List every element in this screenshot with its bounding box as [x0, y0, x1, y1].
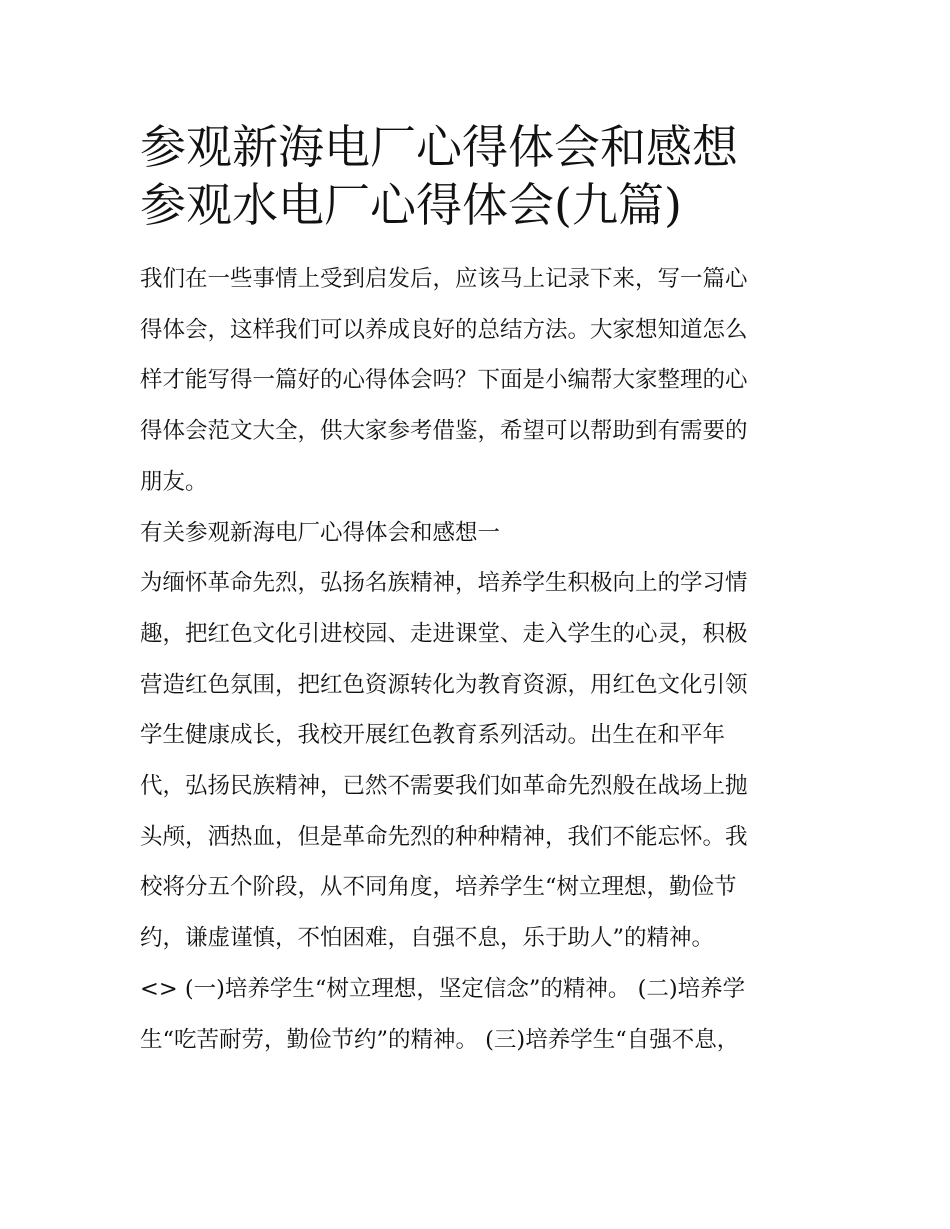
text-line: 得体会范文大全，供大家参考借鉴，希望可以帮助到有需要的	[140, 418, 748, 445]
text-line: 营造红色氛围，把红色资源转化为教育资源，用红色文化引领	[140, 671, 748, 698]
text-line: 约，谦虚谨慎，不怕困难，自强不息，乐于助人”的精神。	[140, 925, 715, 952]
section-heading	[140, 508, 812, 559]
text-line: 趣，把红色文化引进校园、走进课堂、走入学生的心灵，积极	[140, 620, 748, 647]
text-line: 头颅，洒热血，但是革命先烈的种种精神，我们不能忘怀。我	[140, 823, 748, 850]
text-line: 我们在一些事情上受到启发后，应该马上记录下来，写一篇心	[140, 266, 748, 292]
document-content	[140, 118, 812, 1065]
section-heading-text: 有关参观新海电厂心得体会和感想一	[140, 519, 501, 546]
text-line: 为缅怀革命先烈，弘扬名族精神，培养学生积极向上的学习情	[140, 570, 748, 597]
text-line: 得体会，这样我们可以养成良好的总结方法。大家想知道怎么	[140, 316, 748, 343]
text-line: <> (一)培养学生“树立理想，坚定信念”的精神。 (二)培养学	[140, 975, 746, 1002]
text-line: 生“吃苦耐劳，勤俭节约”的精神。 (三)培养学生“自强不息，	[140, 1026, 740, 1053]
text-line: 校将分五个阶段，从不同角度，培养学生“树立理想，勤俭节	[140, 874, 737, 901]
document-title	[140, 118, 812, 234]
title-line: 参观水电厂心得体会(九篇)	[140, 178, 682, 232]
intro-paragraph	[140, 254, 812, 508]
text-line: 样才能写得一篇好的心得体会吗？下面是小编帮大家整理的心	[140, 367, 748, 394]
text-line: 学生健康成长，我校开展红色教育系列活动。出生在和平年	[140, 722, 726, 749]
title-line: 参观新海电厂心得体会和感想	[140, 120, 738, 174]
text-line: 代，弘扬民族精神，已然不需要我们如革命先烈般在战场上抛	[140, 773, 748, 800]
text-line: 朋友。	[140, 468, 208, 495]
body-paragraph	[140, 558, 812, 1065]
